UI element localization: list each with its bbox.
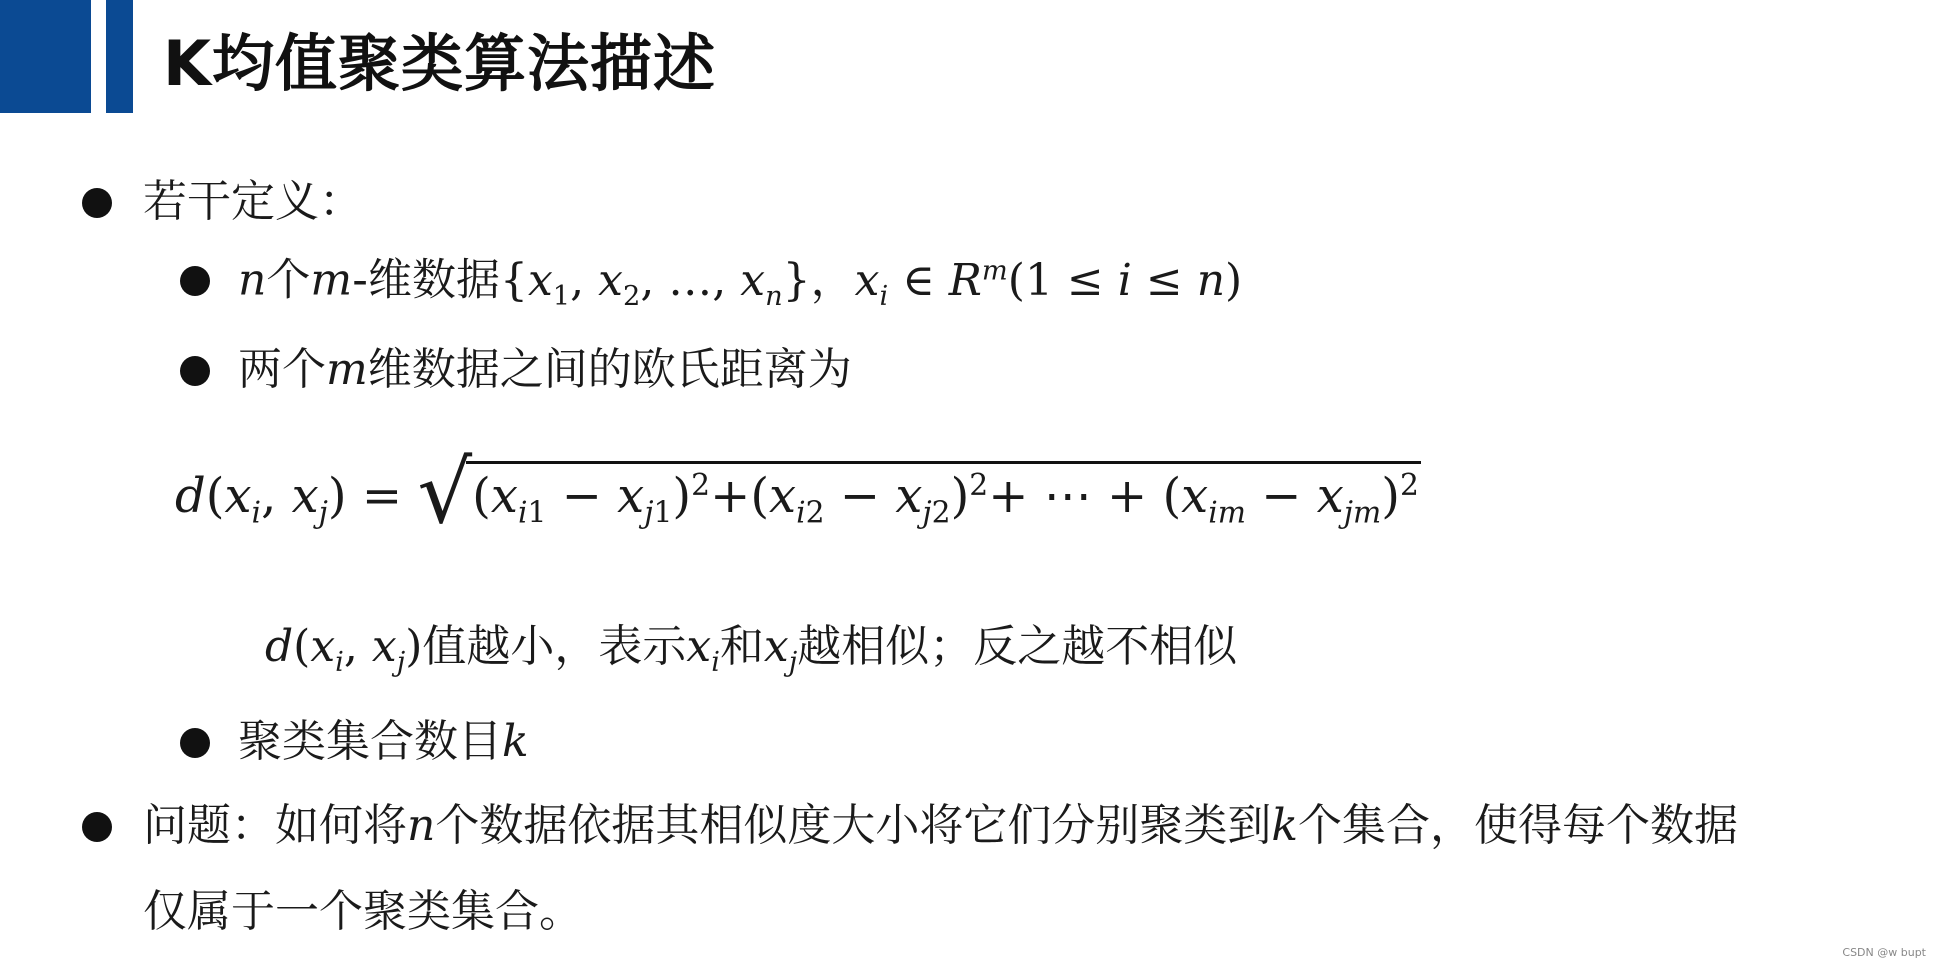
bullet-dot-sub3 bbox=[180, 728, 210, 758]
problem-var-n: n bbox=[407, 800, 436, 851]
bullet-dot-sub2 bbox=[180, 356, 210, 386]
sub1-text2: -维数据 bbox=[352, 254, 500, 306]
bullet-dot-defs bbox=[82, 188, 112, 218]
problem-var-k: k bbox=[1271, 800, 1299, 851]
sub2-line bbox=[238, 346, 852, 394]
sub2-text1: 两个 bbox=[238, 344, 326, 395]
note-xi: $x_i$ bbox=[686, 621, 720, 678]
sub3-text: 聚类集合数目 bbox=[238, 716, 502, 767]
sqrt-icon: √ bbox=[417, 443, 473, 543]
problem-text1: 问题：如何将 bbox=[143, 800, 407, 851]
bullet-dot-sub1 bbox=[180, 266, 210, 296]
note-text2: 和 bbox=[719, 621, 764, 672]
bullet-dot-problem bbox=[82, 812, 112, 842]
watermark: CSDN @w bupt bbox=[1842, 946, 1926, 959]
sub1-set: {$x_1$, $x_2$, …, $x_n$} bbox=[499, 254, 811, 312]
sub1-sep: ， bbox=[810, 254, 855, 306]
page-title: K均值聚类算法描述 bbox=[163, 27, 717, 100]
note-text3: 越相似；反之越不相似 bbox=[797, 621, 1238, 672]
bullet-defs-label: 若干定义： bbox=[143, 176, 363, 227]
sub1-var-m: m bbox=[310, 254, 353, 306]
sub2-text2: 维数据之间的欧氏距离为 bbox=[367, 344, 852, 395]
euclidean-distance-formula: $d(x_i$, $x_j) = √(x_{i1} - x_{j1})^2+(x_{i2} - x_{j2})^2+$ ⋯ + $(x_{im} - x_{jm})^2$ bbox=[175, 443, 1419, 543]
header-accent-bar-right bbox=[106, 0, 133, 113]
problem-text2: 个数据依据其相似度大小将它们分别聚类到 bbox=[435, 800, 1272, 851]
problem-line-1 bbox=[143, 802, 1738, 850]
distance-note bbox=[265, 623, 1237, 678]
sub1-cond: $x_i$ ∈ $R^m(1 \le i \le n)$ bbox=[854, 254, 1243, 312]
note-xj: $x_j$ bbox=[763, 621, 798, 678]
sub3-line bbox=[238, 718, 529, 766]
sub1-text1: 个 bbox=[266, 254, 311, 306]
note-text1: 值越小，表示 bbox=[422, 621, 687, 672]
note-d-expr: $d(x_i$, $x_j$) bbox=[265, 621, 423, 678]
problem-text3: 个集合，使得每个数据 bbox=[1298, 800, 1739, 851]
sub2-var-m: m bbox=[326, 344, 368, 395]
problem-line-2: 仅属于一个聚类集合。 bbox=[143, 886, 583, 937]
header-accent-bar-left bbox=[0, 0, 91, 113]
sub3-var-k: k bbox=[502, 716, 529, 767]
sub1-line bbox=[238, 256, 1242, 311]
sub1-var-n: n bbox=[238, 254, 267, 306]
